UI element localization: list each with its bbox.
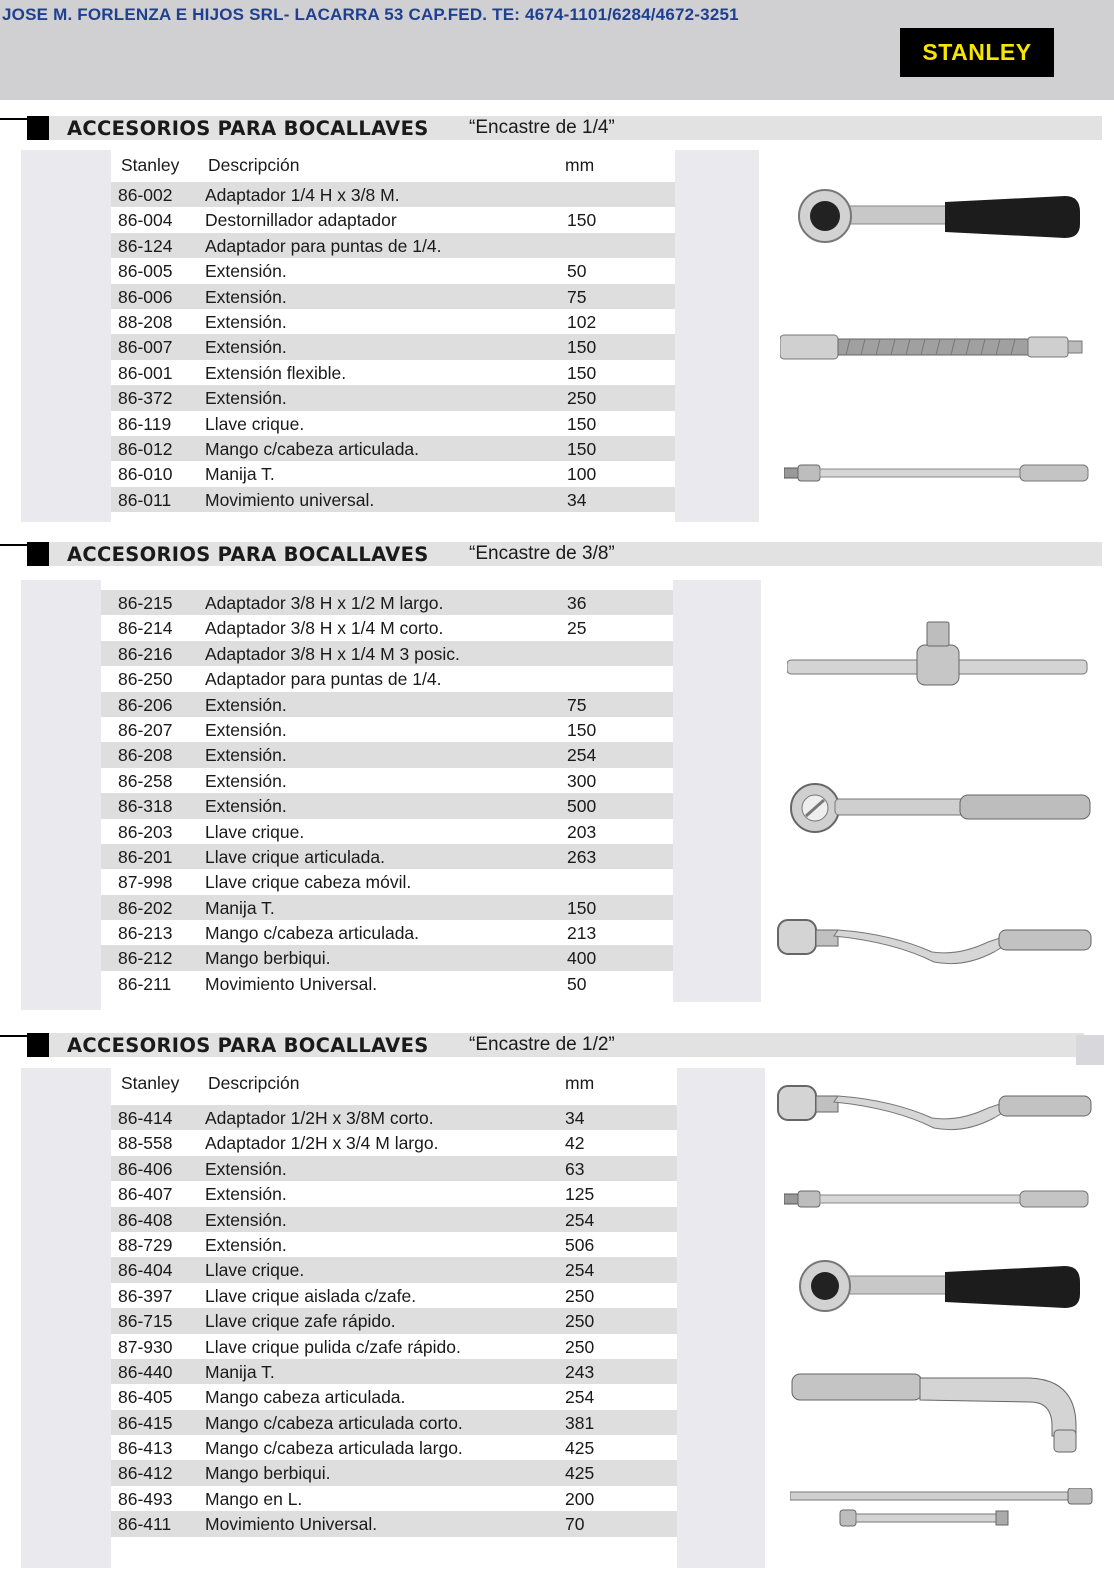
product-description: Mango en L. xyxy=(205,1488,303,1509)
section-subtitle: “Encastre de 1/4” xyxy=(469,117,615,138)
product-size-mm: 250 xyxy=(565,1285,595,1306)
product-code: 86-005 xyxy=(118,261,173,282)
side-panel xyxy=(21,580,101,1010)
table-row xyxy=(101,666,673,691)
t-handle-icon xyxy=(787,620,1092,690)
product-description: Llave crique zafe rápido. xyxy=(205,1311,396,1332)
table-row xyxy=(111,1359,677,1384)
section-subtitle: “Encastre de 3/8” xyxy=(469,543,615,564)
product-code: 86-411 xyxy=(118,1514,172,1535)
product-description: Adaptador para puntas de 1/4. xyxy=(205,669,442,690)
side-panel xyxy=(677,1068,765,1568)
product-size-mm: 203 xyxy=(567,821,597,842)
table-row xyxy=(111,207,675,232)
product-code: 86-212 xyxy=(118,948,173,969)
product-code: 86-001 xyxy=(118,362,173,383)
product-description: Extensión. xyxy=(205,1158,287,1179)
product-description: Destornillador adaptador xyxy=(205,210,397,231)
table-3-8 xyxy=(101,590,673,996)
product-description: Extensión. xyxy=(205,286,287,307)
product-size-mm: 150 xyxy=(567,897,597,918)
product-size-mm: 254 xyxy=(567,745,597,766)
table-row xyxy=(111,385,675,410)
company-info: JOSE M. FORLENZA E HIJOS SRL- LACARRA 53 CAP.FED. TE: 4674-1101/6284/4672-3251 xyxy=(2,5,739,24)
table-row xyxy=(111,1105,677,1130)
table-row xyxy=(111,411,675,436)
product-description: Extensión. xyxy=(205,745,287,766)
product-code: 86-213 xyxy=(118,923,173,944)
product-size-mm: 500 xyxy=(567,796,597,817)
product-code: 86-372 xyxy=(118,388,173,409)
product-size-mm: 150 xyxy=(567,438,597,459)
table-1-4 xyxy=(111,182,675,512)
product-size-mm: 150 xyxy=(567,362,597,383)
brand-logo: STANLEY xyxy=(900,28,1054,77)
table-row xyxy=(111,1130,677,1155)
product-code: 86-415 xyxy=(118,1412,173,1433)
product-description: Movimiento Universal. xyxy=(205,1514,378,1535)
extension-bars-icon xyxy=(790,1488,1100,1536)
product-code: 86-250 xyxy=(118,669,173,690)
table-row xyxy=(111,258,675,283)
product-code: 86-201 xyxy=(118,846,173,867)
product-code: 86-119 xyxy=(118,413,172,434)
product-description: Mango cabeza articulada. xyxy=(205,1387,406,1408)
table-row xyxy=(111,1334,677,1359)
product-code: 86-413 xyxy=(118,1438,173,1459)
table-row xyxy=(111,1511,677,1536)
product-description: Mango c/cabeza articulada corto. xyxy=(205,1412,463,1433)
product-size-mm: 381 xyxy=(565,1412,595,1433)
table-row xyxy=(101,641,673,666)
product-size-mm: 213 xyxy=(567,923,597,944)
product-code: 86-007 xyxy=(118,337,173,358)
product-size-mm: 50 xyxy=(567,973,587,994)
table-row xyxy=(101,869,673,894)
product-code: 87-930 xyxy=(118,1336,173,1357)
column-header-code: Stanley xyxy=(121,155,180,175)
product-description: Adaptador 3/8 H x 1/2 M largo. xyxy=(205,593,444,613)
flexible-extension-icon xyxy=(780,330,1090,364)
product-description: Extensión. xyxy=(205,796,287,817)
product-size-mm: 425 xyxy=(565,1438,595,1459)
table-row xyxy=(111,461,675,486)
product-size-mm: 250 xyxy=(565,1336,595,1357)
product-size-mm: 150 xyxy=(567,337,597,358)
product-size-mm: 300 xyxy=(567,770,597,791)
table-row xyxy=(111,233,675,258)
product-code: 86-715 xyxy=(118,1311,173,1332)
product-description: Mango c/cabeza articulada largo. xyxy=(205,1438,463,1459)
product-description: Manija T. xyxy=(205,464,275,485)
product-description: Extensión. xyxy=(205,337,287,358)
product-description: Llave crique aislada c/zafe. xyxy=(205,1285,417,1306)
page-header xyxy=(0,0,1114,100)
product-description: Llave crique cabeza móvil. xyxy=(205,872,412,893)
product-code: 86-124 xyxy=(118,235,173,256)
table-row xyxy=(101,920,673,945)
product-description: Adaptador para puntas de 1/4. xyxy=(205,235,442,256)
table-row xyxy=(111,1156,677,1181)
product-code: 86-002 xyxy=(118,185,173,205)
product-code: 86-493 xyxy=(118,1488,173,1509)
corner-block xyxy=(1076,1035,1104,1065)
product-size-mm: 200 xyxy=(565,1488,595,1509)
product-description: Extensión. xyxy=(205,694,287,715)
product-description: Mango c/cabeza articulada. xyxy=(205,923,420,944)
product-description: Extensión. xyxy=(205,261,287,282)
product-code: 86-206 xyxy=(118,694,173,715)
product-description: Llave crique. xyxy=(205,821,305,842)
product-size-mm: 254 xyxy=(565,1209,595,1230)
product-code: 86-414 xyxy=(118,1108,173,1128)
product-description: Adaptador 1/2H x 3/8M corto. xyxy=(205,1108,434,1128)
product-description: Extensión. xyxy=(205,770,287,791)
product-size-mm: 42 xyxy=(565,1133,585,1154)
flex-handle-icon xyxy=(774,1078,1094,1142)
table-row xyxy=(111,1410,677,1435)
table-1-2 xyxy=(111,1105,677,1537)
table-row xyxy=(111,1257,677,1282)
product-size-mm: 263 xyxy=(567,846,597,867)
product-size-mm: 254 xyxy=(565,1260,595,1281)
side-panel xyxy=(675,150,759,522)
table-row xyxy=(101,615,673,640)
section-header-3-8 xyxy=(0,542,1102,566)
table-row xyxy=(111,1460,677,1485)
product-description: Mango berbiqui. xyxy=(205,948,331,969)
product-size-mm: 250 xyxy=(567,388,597,409)
table-row xyxy=(101,590,673,615)
product-code: 86-006 xyxy=(118,286,173,307)
product-code: 86-216 xyxy=(118,643,173,664)
table-row xyxy=(111,1435,677,1460)
ratchet-icon xyxy=(795,188,1085,258)
product-size-mm: 63 xyxy=(565,1158,585,1179)
product-description: Adaptador 1/4 H x 3/8 M. xyxy=(205,185,400,205)
table-row xyxy=(111,1486,677,1511)
table-row xyxy=(101,819,673,844)
table-row xyxy=(111,182,675,207)
table-row xyxy=(111,1232,677,1257)
section-header-1-2 xyxy=(0,1033,1102,1057)
product-code: 86-258 xyxy=(118,770,173,791)
product-description: Extensión. xyxy=(205,1234,287,1255)
product-code: 86-012 xyxy=(118,438,173,459)
product-code: 87-998 xyxy=(118,872,173,893)
column-header-description: Descripción xyxy=(208,155,300,175)
ratchet-icon xyxy=(795,1260,1085,1324)
product-description: Adaptador 3/8 H x 1/4 M 3 posic. xyxy=(205,643,460,664)
table-row xyxy=(101,717,673,742)
product-size-mm: 250 xyxy=(565,1311,595,1332)
product-code: 86-202 xyxy=(118,897,173,918)
product-description: Manija T. xyxy=(205,1361,275,1382)
product-code: 86-010 xyxy=(118,464,173,485)
side-panel xyxy=(673,580,761,1002)
table-row xyxy=(111,360,675,385)
product-code: 88-208 xyxy=(118,311,173,332)
product-description: Extensión. xyxy=(205,311,287,332)
product-description: Llave crique. xyxy=(205,413,305,434)
ratchet-icon xyxy=(790,782,1095,838)
product-code: 86-412 xyxy=(118,1463,173,1484)
l-handle-icon xyxy=(790,1370,1090,1460)
column-header-mm: mm xyxy=(565,1073,595,1093)
product-size-mm: 150 xyxy=(567,413,597,434)
section-header-1-4 xyxy=(0,116,1102,140)
product-code: 86-215 xyxy=(118,593,173,613)
product-code: 86-404 xyxy=(118,1260,173,1281)
section-title: ACCESORIOS PARA BOCALLAVES xyxy=(67,1034,429,1057)
product-description: Extensión. xyxy=(205,388,287,409)
table-row xyxy=(111,1207,677,1232)
product-description: Llave crique. xyxy=(205,1260,305,1281)
table-row xyxy=(111,1181,677,1206)
product-code: 86-408 xyxy=(118,1209,173,1230)
product-size-mm: 243 xyxy=(565,1361,595,1382)
product-code: 88-558 xyxy=(118,1133,173,1154)
extension-bar-icon xyxy=(784,1186,1094,1212)
product-code: 86-208 xyxy=(118,745,173,766)
product-size-mm: 400 xyxy=(567,948,597,969)
flex-handle-icon xyxy=(774,912,1094,976)
product-size-mm: 254 xyxy=(565,1387,595,1408)
table-row xyxy=(101,945,673,970)
table-row xyxy=(111,1384,677,1409)
product-description: Movimiento Universal. xyxy=(205,973,378,994)
table-row xyxy=(111,284,675,309)
product-description: Llave crique articulada. xyxy=(205,846,385,867)
product-size-mm: 102 xyxy=(567,311,597,332)
product-description: Extensión. xyxy=(205,1209,287,1230)
product-size-mm: 50 xyxy=(567,261,587,282)
section-title: ACCESORIOS PARA BOCALLAVES xyxy=(67,117,429,140)
product-code: 86-397 xyxy=(118,1285,173,1306)
product-size-mm: 100 xyxy=(567,464,597,485)
column-header-mm: mm xyxy=(565,155,595,175)
product-description: Movimiento universal. xyxy=(205,489,375,510)
table-row xyxy=(111,309,675,334)
table-row xyxy=(111,487,675,512)
product-code: 86-203 xyxy=(118,821,173,842)
product-size-mm: 34 xyxy=(567,489,587,510)
product-size-mm: 150 xyxy=(567,210,597,231)
table-row xyxy=(111,436,675,461)
product-description: Mango berbiqui. xyxy=(205,1463,331,1484)
product-size-mm: 25 xyxy=(567,618,587,639)
table-row xyxy=(101,742,673,767)
product-size-mm: 75 xyxy=(567,694,587,715)
section-title: ACCESORIOS PARA BOCALLAVES xyxy=(67,543,429,566)
table-row xyxy=(101,895,673,920)
product-code: 86-011 xyxy=(118,489,172,510)
table-row xyxy=(101,971,673,996)
table-row xyxy=(101,793,673,818)
column-header-description: Descripción xyxy=(208,1073,300,1093)
table-row xyxy=(111,1283,677,1308)
product-size-mm: 506 xyxy=(565,1234,595,1255)
table-row xyxy=(101,844,673,869)
product-code: 88-729 xyxy=(118,1234,173,1255)
product-size-mm: 70 xyxy=(565,1514,585,1535)
product-size-mm: 34 xyxy=(565,1108,585,1128)
product-description: Manija T. xyxy=(205,897,275,918)
product-description: Adaptador 3/8 H x 1/4 M corto. xyxy=(205,618,444,639)
product-code: 86-211 xyxy=(118,973,172,994)
product-size-mm: 75 xyxy=(567,286,587,307)
product-description: Extensión. xyxy=(205,1184,287,1205)
product-code: 86-214 xyxy=(118,618,173,639)
product-size-mm: 425 xyxy=(565,1463,595,1484)
side-panel xyxy=(21,1068,111,1568)
product-code: 86-406 xyxy=(118,1158,173,1179)
product-description: Adaptador 1/2H x 3/4 M largo. xyxy=(205,1133,439,1154)
product-description: Extensión. xyxy=(205,719,287,740)
product-size-mm: 36 xyxy=(567,593,587,613)
product-code: 86-440 xyxy=(118,1361,173,1382)
table-row xyxy=(101,692,673,717)
product-code: 86-207 xyxy=(118,719,173,740)
table-row xyxy=(101,768,673,793)
product-description: Extensión flexible. xyxy=(205,362,347,383)
table-row xyxy=(111,334,675,359)
column-header-code: Stanley xyxy=(121,1073,180,1093)
section-subtitle: “Encastre de 1/2” xyxy=(469,1034,615,1055)
product-size-mm: 125 xyxy=(565,1184,595,1205)
product-size-mm: 150 xyxy=(567,719,597,740)
product-code: 86-407 xyxy=(118,1184,173,1205)
product-code: 86-004 xyxy=(118,210,173,231)
product-code: 86-318 xyxy=(118,796,173,817)
side-panel xyxy=(21,150,111,522)
product-description: Mango c/cabeza articulada. xyxy=(205,438,420,459)
product-code: 86-405 xyxy=(118,1387,173,1408)
extension-bar-icon xyxy=(784,460,1094,486)
product-description: Llave crique pulida c/zafe rápido. xyxy=(205,1336,461,1357)
table-row xyxy=(111,1308,677,1333)
